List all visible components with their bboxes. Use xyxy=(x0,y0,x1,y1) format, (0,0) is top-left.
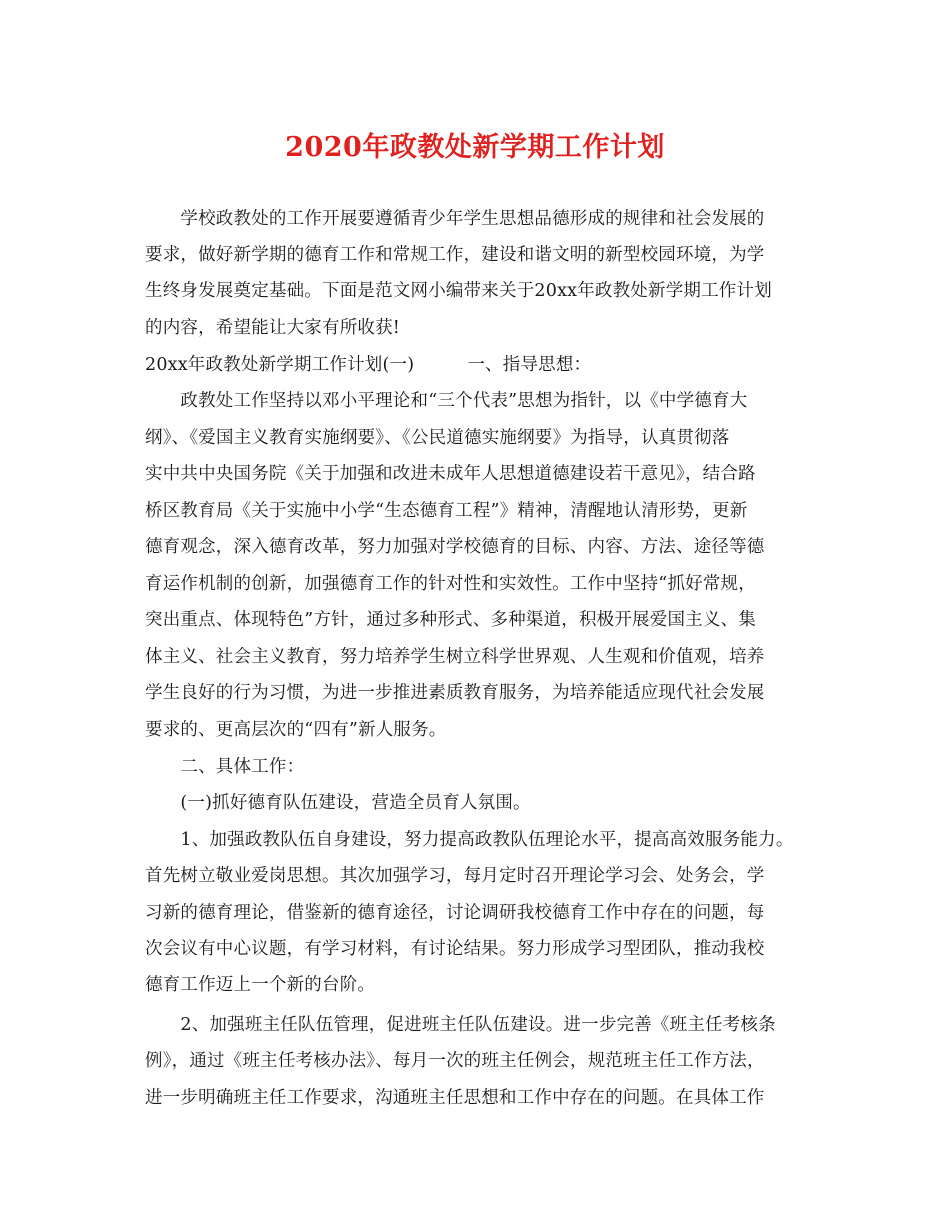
body-line: 学生良好的行为习惯，为进一步推进素质教育服务，为培养能适应现代社会发展 xyxy=(145,683,765,703)
body-line: 生终身发展奠定基础。下面是范文网小编带来关于20xx年政教处新学期工作计划 xyxy=(145,281,772,301)
document-title: 2020年政教处新学期工作计划 xyxy=(285,132,665,163)
body-line: 育运作机制的创新，加强德育工作的针对性和实效性。工作中坚持“抓好常规， xyxy=(145,574,756,594)
body-line: 例》，通过《班主任考核办法》、每月一次的班主任例会，规范班主任工作方法， xyxy=(145,1051,765,1071)
subsection-heading-line: (一)抓好德育队伍建设，营造全员育人氛围。 xyxy=(145,793,531,813)
body-line: 进一步明确班主任工作要求，沟通班主任思想和工作中存在的问题。在具体工作 xyxy=(145,1088,765,1108)
body-line: 要求的、更高层次的“四有”新人服务。 xyxy=(145,720,447,740)
body-line: 的内容，希望能让大家有所收获! xyxy=(145,318,401,338)
body-line: 政教处工作坚持以邓小平理论和“三个代表”思想为指针，以《中学德育大 xyxy=(145,391,748,411)
body-line: 德育观念，深入德育改革，努力加强对学校德育的目标、内容、方法、途径等德 xyxy=(145,537,765,557)
body-line: 要求，做好新学期的德育工作和常规工作，建设和谐文明的新型校园环境，为学 xyxy=(145,245,765,265)
body-line: 学校政教处的工作开展要遵循青少年学生思想品德形成的规律和社会发展的 xyxy=(145,209,765,229)
body-line: 纲》、《爱国主义教育实施纲要》、《公民道德实施纲要》为指导，认真贯彻落 xyxy=(145,428,730,448)
section-heading-line: 20xx年政教处新学期工作计划(一) 一、指导思想： xyxy=(145,355,592,375)
body-line: 2、加强班主任队伍管理，促进班主任队伍建设。进一步完善《班主任考核条 xyxy=(145,1015,776,1035)
body-line: 体主义、社会主义教育，努力培养学生树立科学世界观、人生观和价值观，培养 xyxy=(145,647,765,667)
body-line: 1、加强政教队伍自身建设，努力提高政教队伍理论水平，提高高效服务能力。 xyxy=(145,830,794,850)
body-line: 首先树立敬业爱岗思想。其次加强学习，每月定时召开理论学习会、处务会，学 xyxy=(145,866,765,886)
body-line: 次会议有中心议题，有学习材料，有讨论结果。努力形成学习型团队，推动我校 xyxy=(145,939,765,959)
body-line: 突出重点、体现特色”方针，通过多种形式、多种渠道，积极开展爱国主义、集 xyxy=(145,610,756,630)
body-line: 桥区教育局《关于实施中小学“生态德育工程”》精神，清醒地认清形势，更新 xyxy=(145,501,748,521)
body-line: 实中共中央国务院《关于加强和改进未成年人思想道德建设若干意见》，结合路 xyxy=(145,464,756,484)
section-heading-line: 二、具体工作： xyxy=(145,757,305,777)
body-line: 习新的德育理论，借鉴新的德育途径，讨论调研我校德育工作中存在的问题，每 xyxy=(145,903,765,923)
body-line: 德育工作迈上一个新的台阶。 xyxy=(145,975,376,995)
